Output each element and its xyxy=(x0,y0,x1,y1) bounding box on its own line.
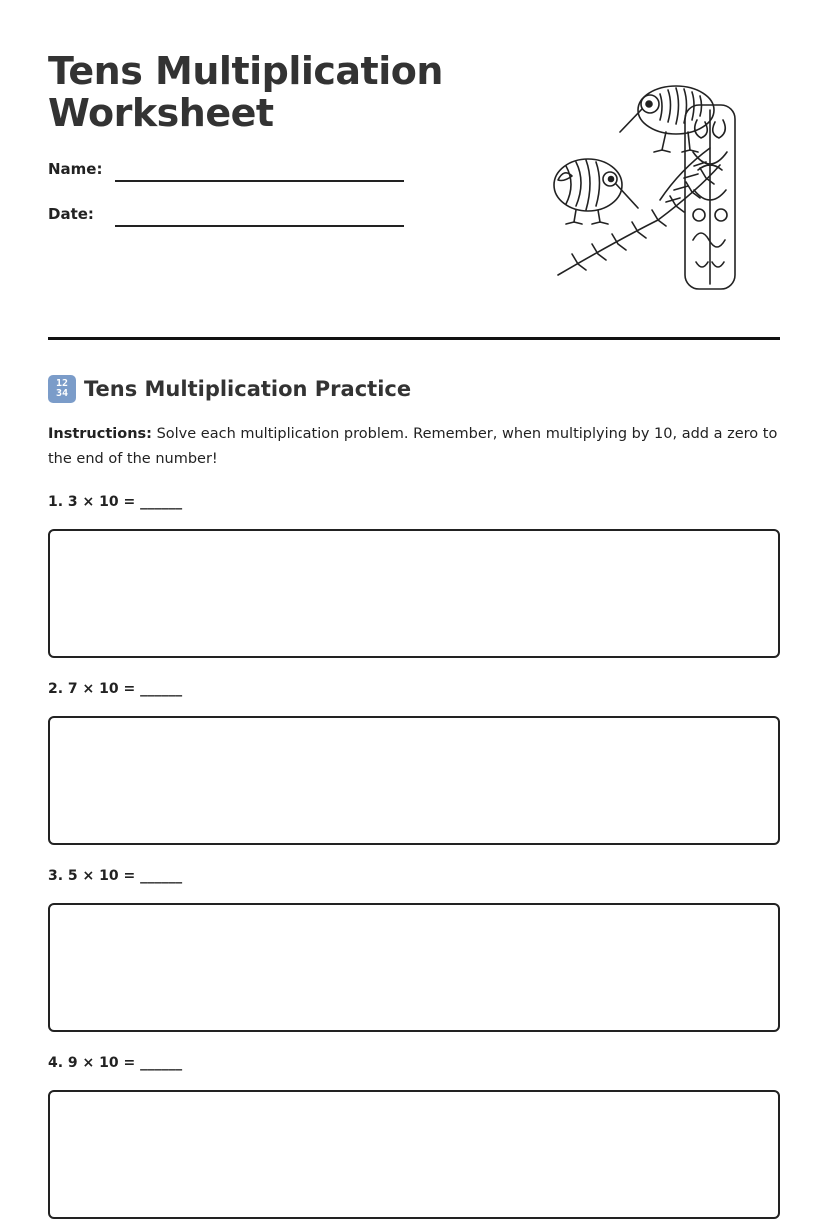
title-line-1: Tens Multiplication xyxy=(48,49,443,93)
input-numbers-icon: 12 34 xyxy=(48,375,76,403)
fern-icon xyxy=(558,148,720,275)
name-field[interactable] xyxy=(115,180,404,182)
problem-label: 3. 5 × 10 = ______ xyxy=(48,868,183,884)
name-label: Name: xyxy=(48,160,103,178)
title-line-2: Worksheet xyxy=(48,91,274,135)
problem-label: 2. 7 × 10 = ______ xyxy=(48,681,183,697)
problem-label: 4. 9 × 10 = ______ xyxy=(48,1055,183,1071)
instructions-text: Solve each multiplication problem. Remember, when multiplying by 10, add a zero to the end of the number! xyxy=(48,426,778,467)
kiwi-fern-carving-illustration xyxy=(548,80,748,295)
worksheet-page xyxy=(48,0,780,1118)
instructions-paragraph xyxy=(48,422,780,472)
section-heading-text: Tens Multiplication Practice xyxy=(84,377,412,401)
header-divider xyxy=(48,337,780,340)
date-label: Date: xyxy=(48,205,94,223)
answer-box[interactable] xyxy=(48,1090,780,1219)
date-field[interactable] xyxy=(115,225,404,227)
answer-box[interactable] xyxy=(48,529,780,658)
instructions-lead: Instructions: xyxy=(48,426,152,442)
worksheet-title xyxy=(48,50,443,134)
kiwi-bird-icon xyxy=(620,86,714,152)
answer-box[interactable] xyxy=(48,716,780,845)
section-heading xyxy=(48,374,411,404)
carving-icon xyxy=(685,105,735,289)
problem-label: 1. 3 × 10 = ______ xyxy=(48,494,183,510)
kiwi-bird-icon-2 xyxy=(554,159,638,224)
answer-box[interactable] xyxy=(48,903,780,1032)
